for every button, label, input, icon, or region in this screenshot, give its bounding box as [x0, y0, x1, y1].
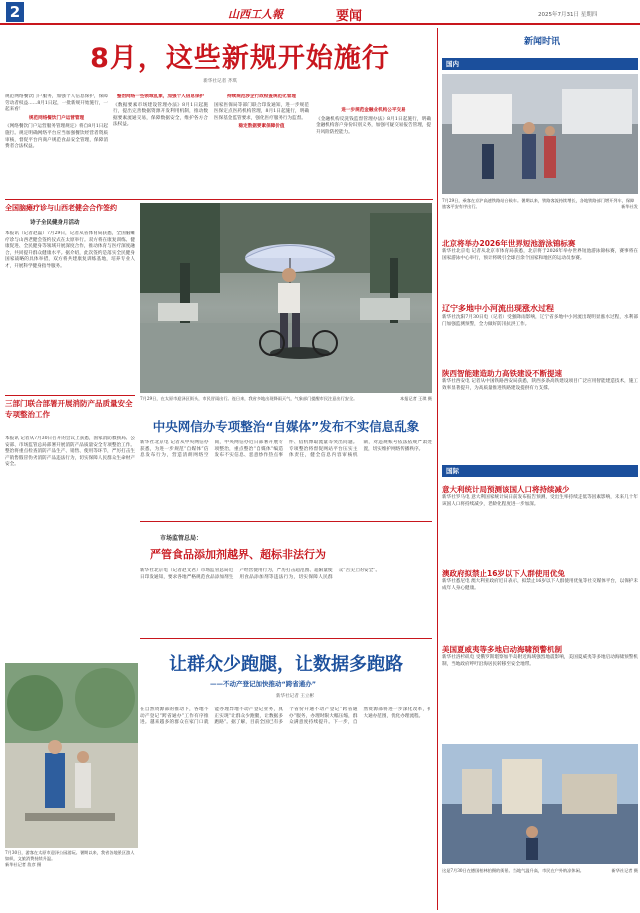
right-bottom-credit: 新华社记者 摄 — [611, 868, 638, 873]
main-headline: 8月，这些新规开始施行 — [90, 43, 390, 74]
main-sub-2: 整治网络一些领域乱象，加强个人信息保护 — [116, 94, 205, 99]
news-item-5-body: 新华社悉尼电 澳大利亚政府近日表示，拟禁止16岁以下人群使用优兔等社交媒体平台，以保护未成年人身心健康。 — [442, 579, 638, 591]
market-body: 新华社北京电（记者赵文君）市场监管总局近日印发通知，要求各地严格规范食品添加剂生产经营使用行为，严厉打击超范围、超限量使用食品添加剂等违法行为，切实保障人民群众“舌尖上的安全”。 — [140, 568, 381, 580]
safety-body: 本报讯 记者从7月30日召开的会议上获悉，国家消防救援局、公安部、市场监管总局部署开展消防产品质量安全专项整治工作。整治将重点检查消防产品生产、销售、使用等环节，严厉打击生产销售假冒伪劣消防产品违法行为，切实保障人民群众生命财产安全。 — [5, 436, 135, 468]
main-byline: 新华社记者 齐琪 — [203, 79, 237, 84]
bus-title: 中央网信办专项整治“自媒体”发布不实信息乱象 — [152, 419, 420, 433]
station-scene — [442, 74, 638, 194]
main-lead: 规范网络餐饮门户服务，加强个人信息保护，保障劳动者权益……8月1日起，一批新规开始施行，一起来看！ — [5, 94, 108, 113]
issue-date: 2025年7月31日 星期四 — [538, 12, 598, 18]
right-column — [442, 28, 638, 910]
main-col-3 — [214, 94, 309, 196]
main-photo — [140, 203, 432, 393]
main-col4-text: 《金融机构反洗钱监督管理办法》8月1日起施行，明确金融机构客户身份识别义务，加强可疑交易报告管理，提升风险防控能力。 — [316, 116, 431, 135]
news-item-5-title: 澳政府拟禁止16岁以下人群使用优兔 — [442, 569, 565, 578]
right-photo — [442, 74, 638, 194]
domestic-bar — [442, 58, 638, 70]
news-item-1-body: 新华社北京电 记者从北京市体育局获悉，北京将于2026年举办世界短池游泳锦标赛，赛事将在国家游泳中心举行，预计将吸引全球百余个国家和地区的运动员参赛。 — [442, 249, 638, 261]
park-scene — [5, 663, 138, 848]
news-item-3 — [442, 368, 638, 448]
international-label: 国际 — [446, 467, 459, 475]
city-scene — [442, 744, 638, 864]
market-section-title: 市场监管总局： — [160, 535, 203, 542]
right-photo-caption — [442, 198, 638, 238]
international-bar — [442, 465, 638, 477]
main-sub-1: 规范网络餐饮门户运营管理 — [28, 115, 85, 121]
bus-body: 新华社北京电 记者从中央网信办获悉，为进一步规范“自媒体”信息发布行为，营造清朗网络空间，中央网信办近日部署开展专项整治，重点整治“自媒体”编造发布不实信息、恶意炒作热点事件、借机博取流量等突出问题。专项整治将督促网站平台压实主体责任，健全信息内容审核机制，对违规账号依法依规严肃处置，切实维护网络传播秩序。 — [140, 440, 432, 459]
main-sub-4: 稳定数据要素保障价值 — [238, 124, 285, 130]
bottom-photo — [5, 663, 138, 848]
page-number: 2 — [6, 2, 24, 22]
market-title: 严管食品添加剂越界、超标非法行为 — [150, 548, 326, 561]
news-item-4 — [442, 484, 638, 559]
shanxi-subtitle: 诗子全民健身月活动 — [30, 220, 80, 226]
run-subtitle: ——不动产登记加快推动“跨省通办” — [210, 680, 317, 688]
news-item-5 — [442, 568, 638, 638]
news-item-6 — [442, 644, 638, 739]
right-bottom-photo — [442, 744, 638, 864]
news-item-2-body: 新华社沈阳7月30日电（记者）受强降雨影响，辽宁省多地中小河流出现明显涨水过程，水利部门加强监测预警，全力做好防汛抗洪工作。 — [442, 315, 638, 327]
news-item-1 — [442, 238, 638, 298]
right-photo-caption-text: 7月29日，乘客在京沪高速铁路站台候车。暑期以来，铁路客流持续增长，各地铁路部门增开列车，保障旅客平安有序出行。 — [442, 198, 635, 209]
right-bottom-caption-text: 这是7月30日在德国柏林拍摄的街景。当地气温升高，市民在户外纳凉休闲。 — [442, 868, 584, 873]
run-body: 在自然资源部的推动下，各地不动产登记“跨省通办”工作有序推进。越来越多的群众在家门口就能办理异地不动产登记业务，真正实现“让群众少跑腿，让数据多跑路”。据了解，目前全国已有多个省份开通不动产登记“跨省通办”服务，办理时限大幅压缩，群众满意度持续提升。下一步，自然资源部将进一步深化改革，扩大通办范围，优化办理流程。 — [140, 707, 432, 726]
news-item-1-title: 北京将举办2026年世界短池游泳锦标赛 — [442, 239, 576, 248]
main-col-4 — [316, 38, 431, 196]
run-title: 让群众少跑腿，让数据多跑路 — [169, 654, 403, 674]
news-item-2 — [442, 303, 638, 363]
main-col-1 — [5, 94, 108, 196]
main-col2-text: 《数据要素市场建设管理办法》8月1日起施行，提出完善数据资源开发利用机制，推动数据要素流通交易，保障数据安全，维护各方合法权益。 — [113, 102, 208, 128]
main-photo-credit: 本报记者 王琪 摄 — [400, 396, 432, 401]
right-bottom-caption — [442, 868, 638, 908]
news-item-6-body: 新华社洛杉矶电 受俄罗斯堪察加半岛附近海域强烈地震影响，美国夏威夷等多地启动海啸预警机制，当地政府呼吁沿海居民转移至安全地带。 — [442, 655, 638, 667]
news-header: 新闻时讯 — [523, 37, 560, 47]
news-item-4-title: 意大利统计局预测该国人口将持续减少 — [442, 485, 570, 494]
news-item-4-body: 新华社罗马电 意大利国家统计局日前发布报告预测，受出生率持续走低等因素影响，未来几十年该国人口将持续减少，老龄化程度进一步加深。 — [442, 495, 638, 507]
paper-name: 山西工人報 — [228, 8, 283, 21]
main-col3-text: 国家医保局等部门联合印发通知，进一步规范医保定点医药机构管理，8月1日起施行，明确医保基金监管要求，强化医疗服务行为监督。 — [214, 102, 309, 121]
main-col-2 — [113, 94, 208, 196]
rain-street-scene — [140, 203, 432, 393]
main-photo-caption — [140, 396, 432, 410]
bottom-photo-caption-text: 7月30日，游客在太原市迎泽公园游玩。暑期以来，我省各地景区游人如织，文旅消费持续升温。 — [5, 850, 135, 861]
news-item-3-title: 陕西智能建造助力高铁建设不断提速 — [442, 369, 562, 378]
news-item-6-title: 美国夏威夷等多地启动海啸预警机制 — [442, 645, 562, 654]
bottom-photo-caption — [5, 850, 138, 908]
shanxi-title: 全国脑瘫疗诊与山西老健会合作签约 — [5, 204, 117, 212]
masthead — [0, 0, 640, 26]
main-sub-3: 持续规范涉企行政检查规范化管理 — [227, 94, 296, 99]
safety-title: 三部门联合部署开展消防产品质量安全专项整治工作 — [5, 399, 133, 419]
main-photo-caption-text: 7月29日，在太原市迎泽区街头，市民冒雨出行。连日来，我省多地出现降雨天气，气象部门提醒市民注意出行安全。 — [140, 396, 358, 401]
run-byline: 新华社记者 王立彬 — [275, 694, 315, 699]
main-sub-5: 进一步规范金融业机构公平交易 — [341, 108, 406, 113]
right-photo-credit: 新华社发 — [621, 204, 638, 209]
main-col1-text: 《网络餐饮门户运营服务管理规定》将自8月1日起施行。规定明确网络平台应当加强餐饮经营者资质审核，督促平台内商户规范食品安全管理，保障消费者合法权益。 — [5, 124, 108, 150]
bottom-photo-credit: 新华社记者 詹彦 摄 — [5, 862, 42, 867]
news-item-3-body: 新华社西安电 记者从中国铁路西安局获悉，陕西多条高铁建设项目广泛应用智能建造技术，施工效率显著提升，为高质量推进铁路建设提供有力支撑。 — [442, 379, 638, 391]
section-name: 要闻 — [336, 9, 363, 23]
domestic-label: 国内 — [446, 60, 459, 68]
shanxi-body: 本报讯（记者赵磊）7月29日，记者从省体育局获悉，全国脑瘫疗诊与山西老健会签约仪式在太原举行。双方将在康复训练、健康促进、全民健身等领域开展深度合作，推动体育与医疗深度融合，共同提升群众健康水平。据介绍，此次签约是落实全民健身国家战略的具体举措，双方将共建康复训练基地，培养专业人才，开展科学健身指导服务。 — [5, 231, 135, 269]
news-item-2-title: 辽宁多地中小河流出现涨水过程 — [442, 304, 554, 313]
